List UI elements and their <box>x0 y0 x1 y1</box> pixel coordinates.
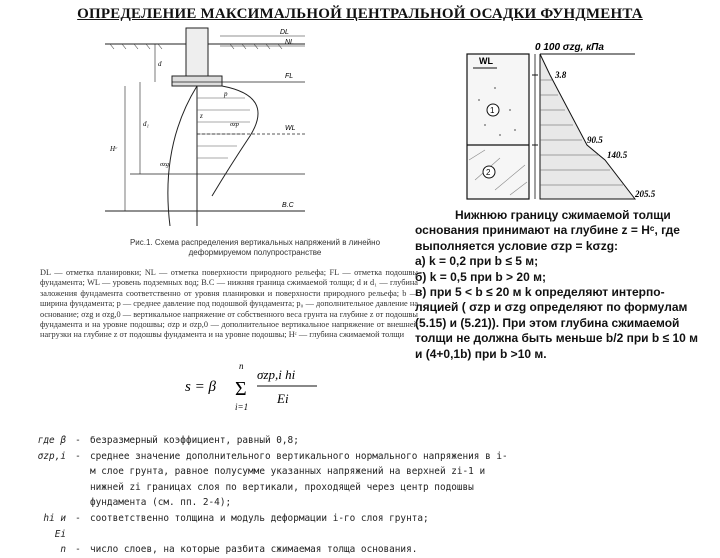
sigma-axis-label: 0 100 σzg, кПа <box>535 42 604 53</box>
def-text: соответственно толщина и модуль деформации i-го слоя грунта; <box>90 512 429 524</box>
sum-symbol: Σ <box>235 378 247 400</box>
definition-row <box>28 449 693 465</box>
def-text: м слое грунта, равное полусумме указанных напряжений на верхней zi-1 и <box>90 466 486 478</box>
formula-denominator: Ei <box>277 391 289 406</box>
value-3-8: 3.8 <box>555 70 567 80</box>
label-sigma-zg: σzg <box>160 161 169 168</box>
def-dash: - <box>75 544 81 556</box>
def-symbol: где β <box>37 435 66 446</box>
rule-line-10: и (4+0,1b) при b >10 м. <box>415 346 547 361</box>
def-text: фундамента (см. пп. 2-4); <box>90 497 232 509</box>
soil-column <box>467 54 529 199</box>
rule-line-9: толщи не должна быть меньше b/2 при b ≤ 10 м <box>415 331 699 346</box>
rule-line-1: Нижнюю границу сжимаемой толщи <box>455 208 671 222</box>
page-title: ОПРЕДЕЛЕНИЕ МАКСИМАЛЬНОЙ ЦЕНТРАЛЬНОЙ ОСАДКИ ФУНДМЕНТА <box>77 6 643 22</box>
def-dash: - <box>75 450 81 462</box>
label-d: d <box>158 60 162 68</box>
formula-sum-top: n <box>239 361 244 371</box>
wl-label: WL <box>479 56 493 66</box>
def-dash <box>66 480 90 496</box>
def-text: число слоев, на которые разбита сжимаемая толща основания. <box>90 544 418 556</box>
label-z: z <box>200 112 203 120</box>
formula-sum-bottom: i=1 <box>235 402 249 412</box>
definition-row <box>28 433 693 449</box>
definition-row <box>28 542 693 558</box>
def-text: нижней zi границах слоя по вертикали, проходящей через центр подошвы <box>90 481 474 493</box>
rule-line-4: а) k = 0,2 при b ≤ 5 м; <box>415 254 539 269</box>
value-90-5: 90.5 <box>587 135 603 145</box>
value-205-5: 205.5 <box>635 189 656 199</box>
layer-1-label: 1 <box>490 106 495 115</box>
rule-line-2: основания принимают на глубине z = Hᶜ, где <box>415 223 680 238</box>
stress-diagram-svg <box>100 26 310 231</box>
definition-row <box>28 480 693 496</box>
def-dash <box>66 464 90 480</box>
def-symbol: σzp,i <box>37 450 66 462</box>
definition-row <box>28 511 693 542</box>
label-sigma-zp: σzp <box>230 121 239 128</box>
label-p: p <box>224 90 228 98</box>
label-d1: d₁ <box>143 120 149 128</box>
rule-line-7: ляцией ( σzp и σzg определяют по формулам <box>415 300 688 315</box>
sigma-zg-diagram <box>455 40 705 210</box>
label-nl: NL <box>285 39 294 46</box>
definition-row <box>28 495 693 511</box>
settlement-formula <box>185 355 335 422</box>
rule-line-8: (5.15) и (5.21)). При этом глубина сжимаемой <box>415 315 680 330</box>
label-dl: DL <box>280 29 289 36</box>
def-symbol <box>28 480 66 496</box>
def-text: среднее значение дополнительного вертикального нормального напряжения в i- <box>90 450 508 462</box>
rule-line-6: в) при 5 < b ≤ 20 м k определяют интерпо- <box>415 285 665 300</box>
label-wl: WL <box>285 125 296 132</box>
def-text: безразмерный коэффициент, равный 0,8; <box>90 435 299 446</box>
label-fl: FL <box>285 73 294 80</box>
compressible-thickness-rule <box>415 208 715 362</box>
definition-row <box>28 464 693 480</box>
formula-lhs: s = β <box>185 379 216 395</box>
formula-svg <box>185 355 335 417</box>
def-symbol <box>28 495 66 511</box>
formula-numerator: σzp,i hi <box>257 367 296 382</box>
figure-legend: DL — отметка планировки; NL — отметка поверхности природного рельефа; FL — отметка подошвы фундамента; WL — уровень подземных вод; B.C — нижняя граница сжимаемой толщи; d и d₁ — глубина заложения фундамента соответственно от уровня планировки и поверхности природного рельефа; b — ширина фундамента; p — среднее давление под подошвой фундамента; p₀ — дополнительное давление на основание; σzg и σzg,0 — вертикальное напряжение от собственного веса грунта на глубине z от подошвы фундамента и на уровне подошвы; σzp и σzp,0 — дополнительное вертикальное напряжение от внешней нагрузки на глубине z от подошвы фундамента и на уровне подошвы; Hᶜ — глубина сжимаемой толщи <box>40 268 418 340</box>
definitions-list <box>28 433 693 558</box>
sigma-zg-svg <box>455 40 705 205</box>
value-140-5: 140.5 <box>607 150 628 160</box>
layer-2-label: 2 <box>486 168 491 177</box>
rule-line-3: выполняется условие σzp = kσzg: <box>415 238 619 253</box>
label-bc: B.C <box>282 202 294 209</box>
def-dash: - <box>75 512 81 524</box>
stress-distribution-figure <box>100 26 310 236</box>
def-symbol: hi и Ei <box>43 512 66 540</box>
label-hc: Hᶜ <box>110 145 117 153</box>
rule-line-5: б) k = 0,5 при b > 20 м; <box>415 269 546 284</box>
def-symbol: n <box>60 544 66 556</box>
figure-caption: Рис.1. Схема распределения вертикальных напряжений в линейно деформируемом полупространстве <box>129 238 381 257</box>
def-symbol <box>28 464 66 480</box>
def-dash: - <box>75 435 81 446</box>
def-dash <box>66 495 90 511</box>
